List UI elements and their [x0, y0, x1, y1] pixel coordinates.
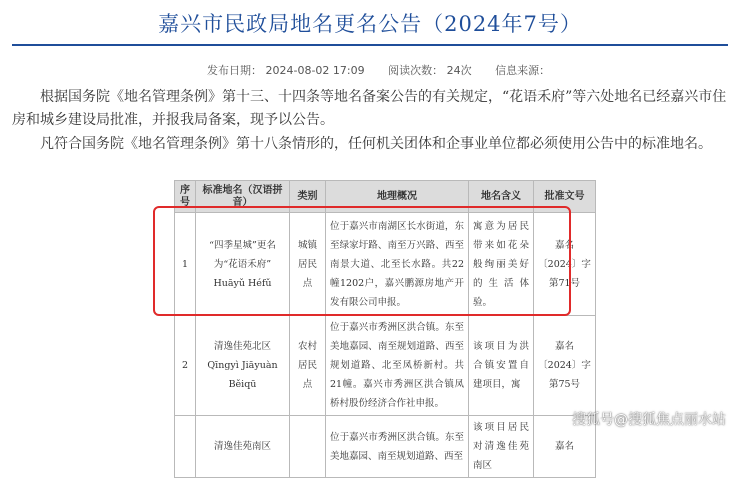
- cell-category: 城镇居民点: [290, 213, 326, 316]
- cell-approval-no: 嘉名〔2024〕字第75号: [534, 316, 596, 416]
- header-category: 类别: [290, 181, 326, 213]
- cell-approval-no: 嘉名: [534, 416, 596, 478]
- cell-geography: 位于嘉兴市南湖区长水街道，东至绿家圩路、南至万兴路、西至南景大道、北至长水路。共22幢1202户，嘉兴鹏源房地产开发有限公司申报。: [326, 213, 469, 316]
- table-row: [175, 416, 596, 478]
- cell-meaning: 寓意为居民带来如花朵般绚丽美好的生活体验。: [469, 213, 534, 316]
- cell-name: 清逸佳苑北区 Qīngyì Jiāyuàn Běiqū: [196, 316, 290, 416]
- view-count: 阅读次数： 24次: [388, 64, 472, 77]
- cell-seq: 1: [175, 213, 196, 316]
- highlight-box: [153, 206, 571, 316]
- cell-category: [290, 416, 326, 478]
- cell-seq: [175, 416, 196, 478]
- cell-geography: 位于嘉兴市秀洲区洪合镇。东至美地嘉园、南至规划道路、西至规划道路、北至凤桥新村。共21幢。嘉兴市秀洲区洪合镇凤桥村股份经济合作社申报。: [326, 316, 469, 416]
- cell-seq: 2: [175, 316, 196, 416]
- cell-name: 清逸佳苑南区: [196, 416, 290, 478]
- header-standard-name: 标准地名（汉语拼音）: [196, 181, 290, 213]
- cell-meaning: 该项目为洪合镇安置自建项目，寓: [469, 316, 534, 416]
- header-approval-no: 批准文号: [534, 181, 596, 213]
- publish-date: 发布日期： 2024-08-02 17:09: [207, 64, 365, 77]
- header-meaning: 地名含义: [469, 181, 534, 213]
- title-divider: [12, 44, 728, 46]
- watermark: 搜狐号@搜狐焦点丽水站: [572, 412, 726, 428]
- cell-name: “四季星城”更名为“花语禾府” Huāyǔ Héfǔ: [196, 213, 290, 316]
- header-geography: 地理概况: [326, 181, 469, 213]
- paragraph-1: 根据国务院《地名管理条例》第十三、十四条等地名备案公告的有关规定，“花语禾府”等六处地名已经嘉兴市住房和城乡建设局批准，并报我局备案，现予以公告。: [12, 89, 727, 128]
- paragraph-2: 凡符合国务院《地名管理条例》第十八条情形的，任何机关团体和企事业单位都必须使用公告中的标准地名。: [40, 136, 712, 152]
- page-title: 嘉兴市民政局地名更名公告（2024年7号）: [158, 12, 582, 36]
- table-row: [175, 316, 596, 416]
- cell-geography: 位于嘉兴市秀洲区洪合镇。东至美地嘉园、南至规划道路、西至: [326, 416, 469, 478]
- article-meta: [207, 62, 570, 78]
- cell-category: 农村居民点: [290, 316, 326, 416]
- cell-approval-no: 嘉名〔2024〕字第71号: [534, 213, 596, 316]
- info-source: 信息来源：: [495, 64, 551, 77]
- cell-meaning: 该项目居民对清逸佳苑南区: [469, 416, 534, 478]
- header-seq: 序号: [175, 181, 196, 213]
